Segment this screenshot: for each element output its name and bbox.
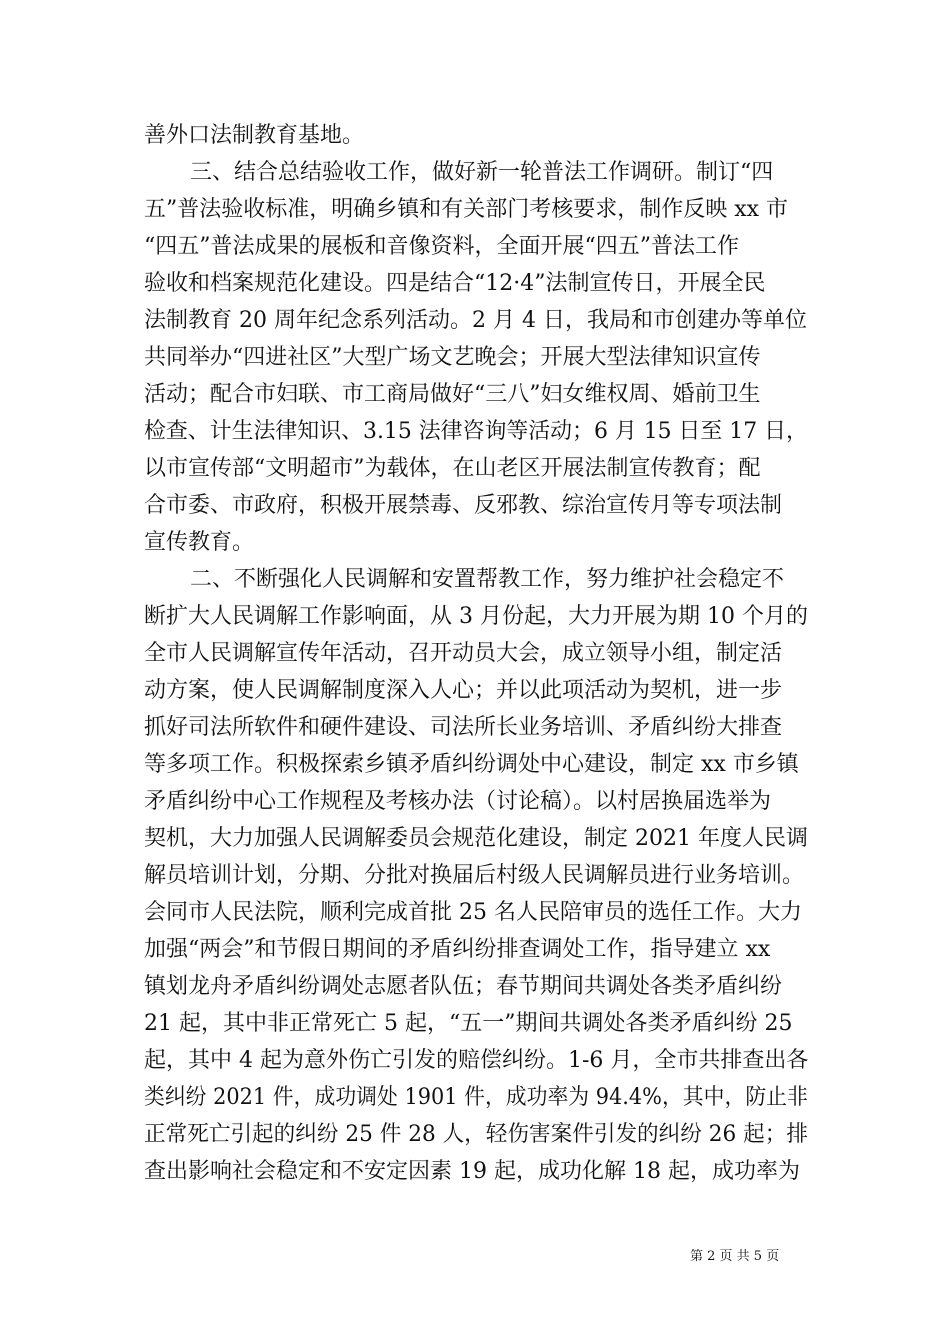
body-line-7: 共同举办“四进社区”大型广场文艺晚会；开展大型法律知识宣传 (144, 345, 761, 370)
body-line-14: 断扩大人民调解工作影响面，从 3 月份起，大力开展为期 10 个月的 (144, 604, 808, 629)
body-line-2: 三、结合总结验收工作，做好新一轮普法工作调研。制订“四 (190, 160, 774, 185)
page-number: 第 2 页 共 5 页 (690, 1249, 780, 1264)
body-line-9: 检查、计生法律知识、3.15 法律咨询等活动；6 月 15 日至 17 日， (144, 419, 808, 444)
body-line-29: 查出影响社会稳定和不安定因素 19 起，成功化解 18 起，成功率为 (144, 1159, 800, 1184)
body-line-17: 抓好司法所软件和硬件建设、司法所长业务培训、矛盾纠纷大排查 (144, 715, 783, 740)
body-line-16: 动方案，使人民调解制度深入人心；并以此项活动为契机，进一步 (144, 678, 783, 703)
body-line-18: 等多项工作。积极探索乡镇矛盾纠纷调处中心建设，制定 xx 市乡镇 (144, 752, 799, 777)
body-line-11: 合市委、市政府，积极开展禁毒、反邪教、综治宣传月等专项法制 (144, 493, 783, 518)
body-line-26: 起，其中 4 起为意外伤亡引发的赔偿纠纷。1-6 月，全市共排查出各 (144, 1048, 809, 1073)
body-line-27: 类纠纷 2021 件，成功调处 1901 件，成功率为 94.4%，其中，防止非 (144, 1085, 808, 1110)
body-line-4: “四五”普法成果的展板和音像资料，全面开展“四五”普法工作 (144, 234, 739, 259)
body-line-3: 五”普法验收标准，明确乡镇和有关部门考核要求，制作反映 xx 市 (144, 197, 789, 222)
body-line-20: 契机，大力加强人民调解委员会规范化建设，制定 2021 年度人民调 (144, 826, 808, 851)
body-line-5: 验收和档案规范化建设。四是结合“12·4”法制宣传日，开展全民 (144, 271, 766, 296)
body-line-23: 加强“两会”和节假日期间的矛盾纠纷排查调处工作，指导建立 xx (144, 937, 771, 962)
body-line-1: 善外口法制教育基地。 (144, 123, 365, 148)
body-line-13: 二、不断强化人民调解和安置帮教工作，努力维护社会稳定不 (190, 567, 785, 592)
body-line-21: 解员培训计划，分期、分批对换届后村级人民调解员进行业务培训。 (144, 863, 805, 888)
body-line-10: 以市宣传部“文明超市”为载体，在山老区开展法制宣传教育；配 (144, 456, 761, 481)
body-line-22: 会同市人民法院，顺利完成首批 25 名人民陪审员的选任工作。大力 (144, 900, 802, 925)
body-line-19: 矛盾纠纷中心工作规程及考核办法（讨论稿）。以村居换届选举为 (144, 789, 772, 814)
body-line-25: 21 起，其中非正常死亡 5 起，“五一”期间共调处各类矛盾纠纷 25 (144, 1011, 793, 1036)
body-line-24: 镇划龙舟矛盾纠纷调处志愿者队伍；春节期间共调处各类矛盾纠纷 (144, 974, 783, 999)
body-line-6: 法制教育 20 周年纪念系列活动。2 月 4 日，我局和市创建办等单位 (144, 308, 807, 333)
body-line-12: 宣传教育。 (144, 530, 255, 555)
body-line-8: 活动；配合市妇联、市工商局做好“三八”妇女维权周、婚前卫生 (144, 382, 761, 407)
body-line-28: 正常死亡引起的纠纷 25 件 28 人，轻伤害案件引发的纠纷 26 起；排 (144, 1122, 808, 1147)
body-line-15: 全市人民调解宣传年活动，召开动员大会，成立领导小组，制定活 (144, 641, 783, 666)
